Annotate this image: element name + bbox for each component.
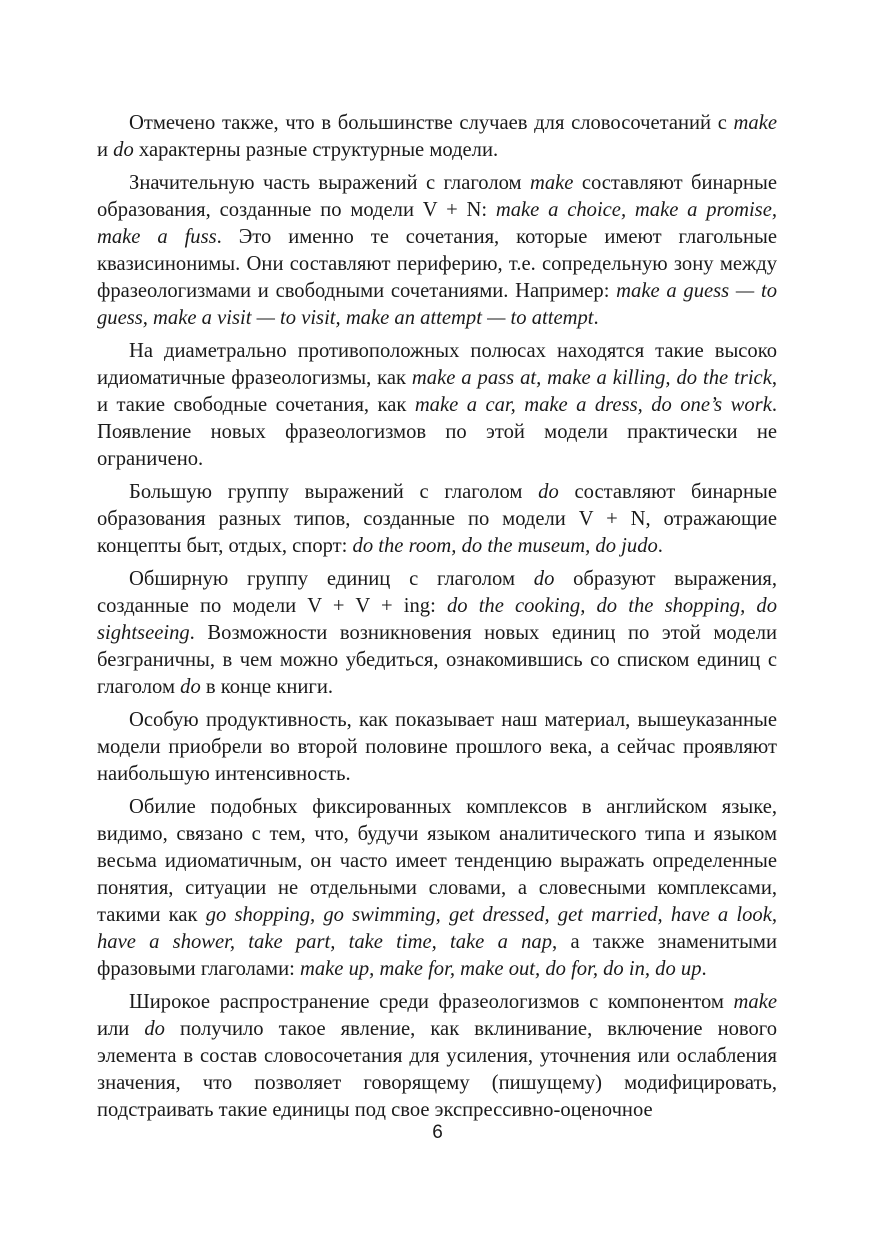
paragraph [97,110,777,164]
text-run: Значительную часть выражений с глаголом [129,172,530,194]
text-run: характерны разные структурные модели. [133,139,499,161]
page-number: 6 [432,1122,443,1143]
italic-phrase: do the cooking, do the shopping, do sightseeing [97,595,777,644]
text-run: . Возможности возникновения новых единиц по этой модели безграничны, в чем можно убедиться, ознакомившись со списком единиц с глаголом [97,622,777,698]
text-run: На диаметрально противоположных полюсах находятся такие высоко идиоматичные фразеологизмы, как [97,340,777,389]
italic-phrase: do the room, do the museum, do judo [352,535,658,557]
text-run: Широкое распространение среди фразеологизмов с компонентом [129,991,734,1013]
paragraph [97,794,777,983]
text-run: , и такие свободные сочетания, как [97,367,777,416]
paragraph [97,338,777,473]
text-run: . [593,307,599,329]
text-run: составляют бинарные образования разных типов, созданные по модели V + N, отражающие концепты быт, отдых, спорт: [97,481,777,557]
body-text [97,110,777,1130]
paragraph [97,707,777,788]
italic-phrase: do [533,568,555,590]
italic-phrase: do [180,676,201,698]
text-run: Отмечено также, что в большинстве случаев для словосочетаний с [129,112,734,134]
paragraph [97,479,777,560]
italic-phrase: make up, make for, make out, do for, do in, do up [299,958,702,980]
text-run: . [701,958,707,980]
text-run: . Это именно те сочетания, которые имеют глагольные квазисинонимы. Они составляют периферию, т.е. сопредельную зону между фразеологизмами и свободными сочетаниями. Например: [97,226,777,302]
text-run: составляют бинарные образования, созданные по модели V + N: [97,172,777,221]
italic-phrase: go shopping, go swimming, get dressed, get married, have a look, have a shower, take part, take time, take a nap [97,904,777,953]
paragraph [97,170,777,332]
text-run: . [657,535,663,557]
text-run: . Появление новых фразеологизмов по этой модели практически не ограничено. [97,394,777,470]
italic-phrase: do [538,481,559,503]
italic-phrase: do [144,1018,165,1040]
text-run: получило такое явление, как вклинивание, включение нового элемента в состав словосочетания для усиления, уточнения или ослабления значения, что позволяет говорящему (пишущему) модифицировать, подстраивать такие единицы под свое экспрессивно-оценочное [97,1018,778,1121]
italic-phrase: make [529,172,574,194]
paragraph [97,989,777,1124]
text-run: образуют выражения, созданные по модели V + V + ing: [97,568,777,617]
text-run: или [97,1018,145,1040]
text-run: Обилие подобных фиксированных комплексов в английском языке, видимо, связано с тем, что, будучи языком аналитического типа и языком весьма идиоматичным, он часто имеет тенденцию выражать определенные понятия, ситуации не отдельными словами, а словесными комплексами, такими как [97,796,777,926]
italic-phrase: make a choice, make a promise, make a fuss [97,199,777,248]
text-run: Обширную группу единиц с глаголом [129,568,534,590]
italic-phrase: make [733,991,777,1013]
text-run: Особую продуктивность, как показывает наш материал, вышеуказанные модели приобрели во второй половине прошлого века, а сейчас проявляют наибольшую интенсивность. [97,709,777,785]
italic-phrase: do [113,139,134,161]
text-run: , а также знаменитыми фразовыми глаголами: [97,931,777,980]
paragraph [97,566,777,701]
text-run: в конце книги. [200,676,334,698]
italic-phrase: make a car, make a dress, do one’s work [414,394,772,416]
text-run: Большую группу выражений с глаголом [129,481,539,503]
text-run: и [97,139,114,161]
italic-phrase: make [733,112,777,134]
italic-phrase: make a guess — to guess, make a visit — to visit, make an attempt — to attempt [97,280,777,329]
italic-phrase: make a pass at, make a killing, do the trick [411,367,772,389]
